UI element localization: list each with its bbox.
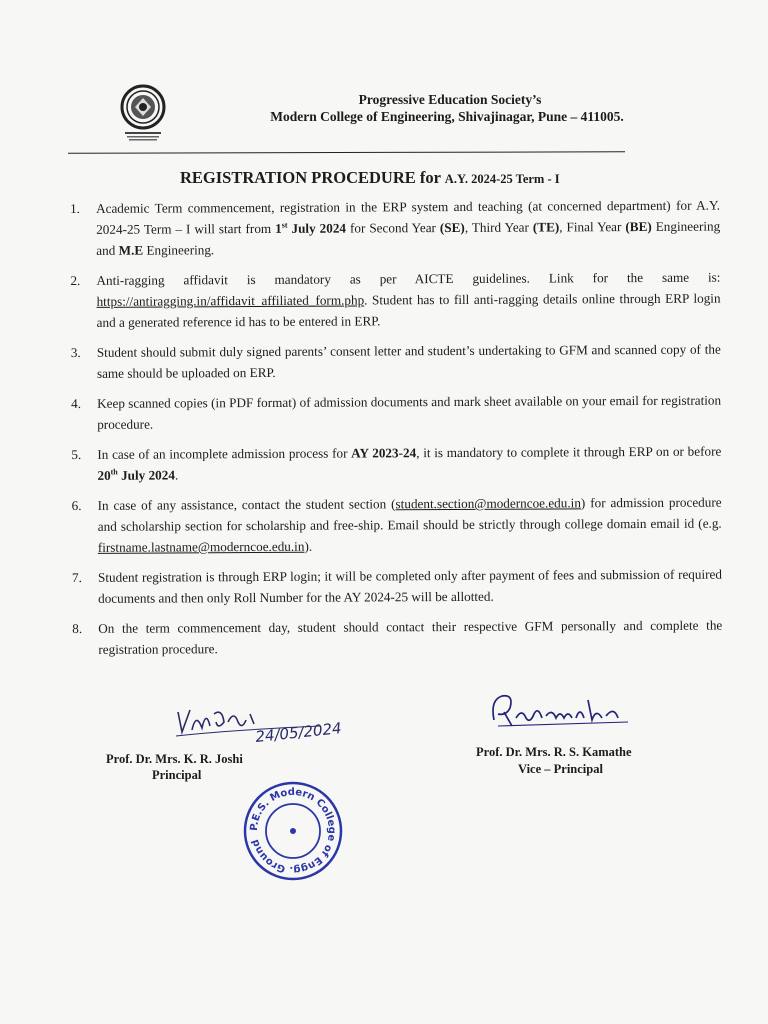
vice-principal-role: Vice – Principal	[518, 762, 603, 776]
vice-principal-name: Prof. Dr. Mrs. R. S. Kamathe	[476, 745, 632, 759]
page-title	[180, 168, 620, 188]
principal-name: Prof. Dr. Mrs. K. R. Joshi	[106, 752, 243, 766]
list-item-text	[96, 267, 720, 333]
list-item-number: 8.	[72, 620, 83, 636]
list-item	[72, 492, 722, 558]
list-item-number: 6.	[71, 497, 82, 513]
text-run: July 2024	[117, 467, 175, 483]
text-run: July 2024	[287, 220, 347, 236]
text-run: AY 2023-24	[351, 445, 417, 461]
text-run: (SE)	[439, 219, 465, 236]
stamp-text: P.E.S. Modern College of Engg. Ground	[248, 786, 338, 876]
list-item-text	[98, 492, 722, 558]
list-item-number: 3.	[70, 344, 81, 360]
inline-link[interactable]: firstname.lastname@moderncoe.edu.in	[97, 538, 305, 555]
list-item	[72, 564, 722, 609]
text-run: ) for admission procedure and scholarship section for scholarship and free-ship. Email should be strictly through college domain email id (e.g.	[97, 494, 722, 534]
text-run: ).	[304, 538, 313, 554]
list-item-text	[97, 390, 721, 435]
principal-role: Principal	[152, 768, 202, 782]
header-divider	[68, 151, 625, 153]
list-item	[71, 390, 721, 435]
text-run: Student should submit duly signed parents’ consent letter and student’s undertaking to GFM and scanned copy of the same should be uploaded on ERP.	[96, 341, 721, 381]
text-run: M.E	[118, 242, 144, 258]
list-item-number: 7.	[71, 569, 82, 585]
college-stamp	[242, 780, 344, 882]
list-item	[70, 195, 720, 261]
text-run: , Final Year	[559, 219, 626, 235]
title-main: REGISTRATION PROCEDURE for	[180, 168, 445, 187]
list-item-text	[97, 441, 721, 486]
list-item-text	[97, 339, 721, 384]
college-emblem-logo	[117, 83, 169, 143]
text-run: In case of any assistance, contact the student section (	[97, 496, 396, 513]
list-item-text	[96, 195, 720, 261]
text-run: Student registration is through ERP login; it will be completed only after payment of fees and submission of required documents and then only Roll Number for the AY 2024-25 will be allotted.	[97, 566, 723, 606]
org-name-line1: Progressive Education Society’s	[358, 92, 542, 107]
text-run: , Third Year	[464, 219, 533, 235]
title-sub: A.Y. 2024-25 Term - I	[444, 172, 560, 186]
inline-link[interactable]: https://antiragging.in/affidavit_affiliated_form.php	[96, 292, 365, 309]
list-item	[72, 615, 722, 660]
text-run: Academic Term commencement, registration in the ERP system and teaching (at concerned department) for A.Y. 2024-25 Term – I will start from	[96, 197, 721, 237]
list-item-number: 1.	[70, 200, 80, 216]
text-run: In case of an incomplete admission process for	[97, 445, 352, 462]
text-run: st	[281, 220, 288, 230]
list-item-number: 2.	[70, 272, 81, 288]
list-item-number: 4.	[71, 395, 82, 411]
text-run: Keep scanned copies (in PDF format) of admission documents and mark sheet available on your email for registration procedure.	[97, 392, 722, 432]
list-item-text	[98, 615, 722, 660]
list-item-text	[98, 564, 722, 609]
signature-date: 24/05/2024	[254, 719, 343, 746]
list-item	[71, 339, 721, 384]
list-item	[70, 267, 720, 333]
text-run: Anti-ragging affidavit is mandatory as per AICTE guidelines. Link for the same is:	[96, 269, 721, 288]
list-item	[71, 441, 721, 486]
procedure-list	[70, 195, 722, 669]
text-run: On the term commencement day, student should contact their respective GFM personally and complete the registration procedure.	[98, 617, 723, 657]
text-run: , it is mandatory to complete it through ERP on or before	[416, 443, 722, 461]
vice-principal-signature	[488, 690, 638, 738]
text-run: th	[110, 467, 118, 477]
text-run: for Second Year	[345, 220, 440, 236]
text-run: (TE)	[532, 219, 560, 235]
text-run: .	[174, 467, 179, 483]
text-run: Engineering.	[143, 242, 215, 258]
text-run: Engineering and	[96, 218, 721, 258]
principal-signature	[170, 700, 360, 760]
text-run: 20	[97, 467, 111, 483]
org-name-line2: Modern College of Engineering, Shivajinagar, Pune – 411005.	[270, 109, 624, 124]
list-item-number: 5.	[71, 446, 82, 462]
text-run: (BE)	[625, 218, 652, 235]
text-run: 1	[275, 220, 282, 236]
text-run: . Student has to fill anti-ragging details online through ERP login and a generated reference id has to be entered in ERP.	[96, 290, 721, 330]
inline-link[interactable]: student.section@moderncoe.edu.in	[395, 495, 581, 512]
